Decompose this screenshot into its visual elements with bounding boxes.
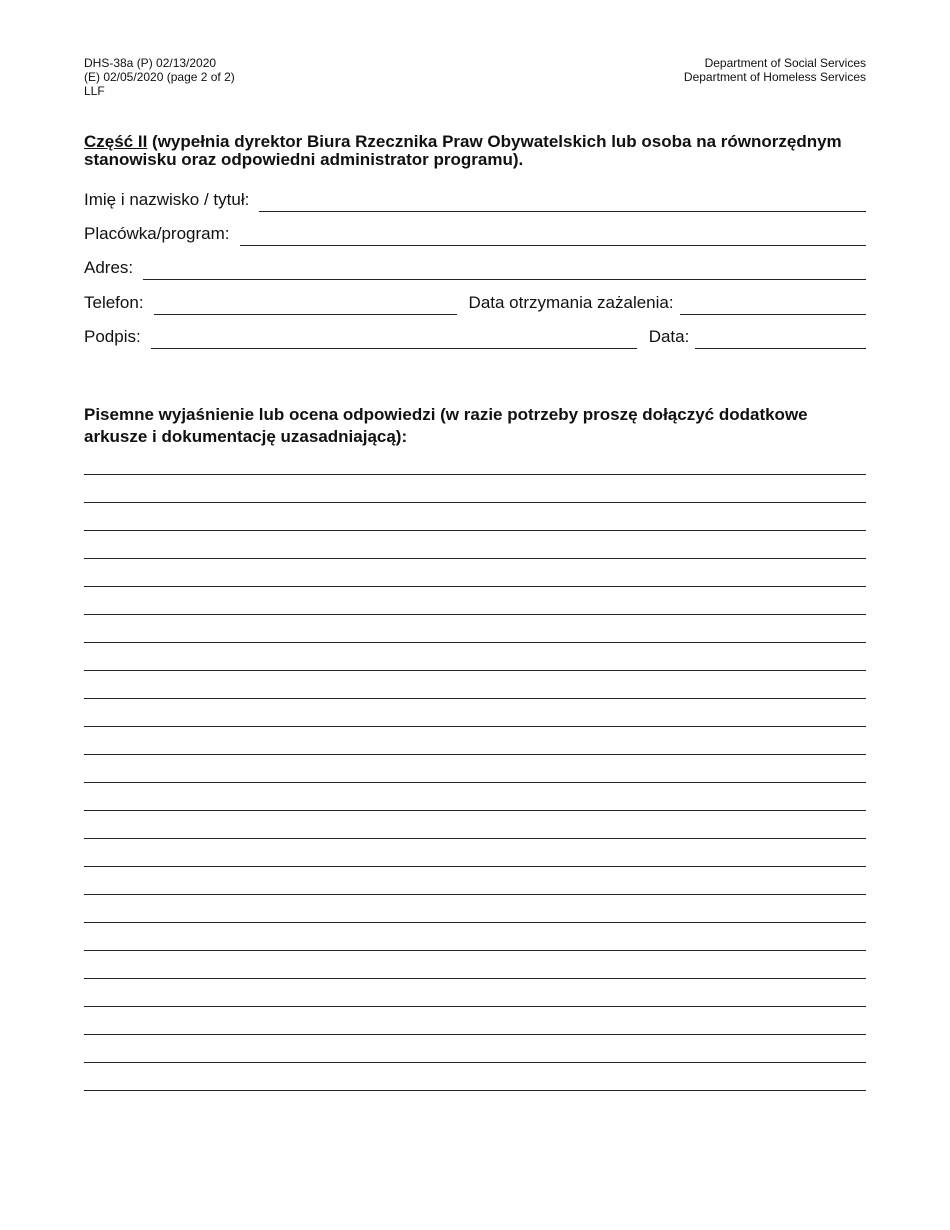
form-id-block bbox=[84, 56, 235, 98]
address-label: Adres: bbox=[84, 258, 134, 277]
writing-line[interactable] bbox=[84, 1035, 866, 1063]
writing-line[interactable] bbox=[84, 727, 866, 755]
phone-field[interactable] bbox=[154, 294, 457, 315]
writing-line[interactable] bbox=[84, 783, 866, 811]
facility-label: Placówka/program: bbox=[84, 224, 230, 243]
writing-line[interactable] bbox=[84, 643, 866, 671]
name-title-field[interactable] bbox=[259, 191, 866, 212]
writing-line[interactable] bbox=[84, 531, 866, 559]
department-line-1: Department of Social Services bbox=[704, 56, 866, 70]
phone-label: Telefon: bbox=[84, 293, 144, 312]
form-id-line-2: (E) 02/05/2020 (page 2 of 2) bbox=[84, 70, 235, 84]
signature-label: Podpis: bbox=[84, 327, 141, 346]
writing-line[interactable] bbox=[84, 811, 866, 839]
complaint-date-label: Data otrzymania zażalenia: bbox=[468, 293, 674, 312]
section-title bbox=[84, 133, 844, 169]
writing-line[interactable] bbox=[84, 895, 866, 923]
name-title-label: Imię i nazwisko / tytuł: bbox=[84, 190, 250, 209]
writing-line[interactable] bbox=[84, 559, 866, 587]
writing-line[interactable] bbox=[84, 951, 866, 979]
writing-line[interactable] bbox=[84, 475, 866, 503]
address-field[interactable] bbox=[143, 259, 866, 280]
signature-field[interactable] bbox=[151, 328, 637, 349]
writing-line[interactable] bbox=[84, 755, 866, 783]
explanation-title: Pisemne wyjaśnienie lub ocena odpowiedzi (w razie potrzeby proszę dołączyć dodatkowe arkusze i dokumentację uzasadniającą): bbox=[84, 405, 808, 446]
writing-line[interactable] bbox=[84, 615, 866, 643]
facility-field[interactable] bbox=[240, 225, 866, 246]
writing-line[interactable] bbox=[84, 979, 866, 1007]
writing-line[interactable] bbox=[84, 699, 866, 727]
writing-line[interactable] bbox=[84, 1007, 866, 1035]
date-label: Data: bbox=[648, 327, 690, 346]
writing-line[interactable] bbox=[84, 923, 866, 951]
section-part-label: Część II bbox=[84, 132, 148, 151]
writing-line[interactable] bbox=[84, 587, 866, 615]
form-id-line-1: DHS-38a (P) 02/13/2020 bbox=[84, 56, 217, 70]
writing-line[interactable] bbox=[84, 503, 866, 531]
complaint-date-field[interactable] bbox=[680, 294, 866, 315]
writing-line[interactable] bbox=[84, 839, 866, 867]
form-id-line-3: LLF bbox=[84, 84, 105, 98]
writing-line[interactable] bbox=[84, 867, 866, 895]
name-title-row bbox=[84, 188, 866, 212]
explanation-area[interactable] bbox=[84, 474, 866, 1091]
signature-row bbox=[84, 325, 866, 349]
phone-row bbox=[84, 291, 866, 315]
facility-row bbox=[84, 222, 866, 246]
department-line-2: Department of Homeless Services bbox=[683, 70, 866, 84]
writing-line[interactable] bbox=[84, 671, 866, 699]
department-block bbox=[684, 56, 866, 84]
section-title-text: (wypełnia dyrektor Biura Rzecznika Praw Obywatelskich lub osoba na równorzędnym stanowisku oraz odpowiedni administrator programu). bbox=[84, 132, 842, 169]
writing-line[interactable] bbox=[84, 1063, 866, 1091]
date-field[interactable] bbox=[695, 328, 866, 349]
address-row bbox=[84, 256, 866, 280]
